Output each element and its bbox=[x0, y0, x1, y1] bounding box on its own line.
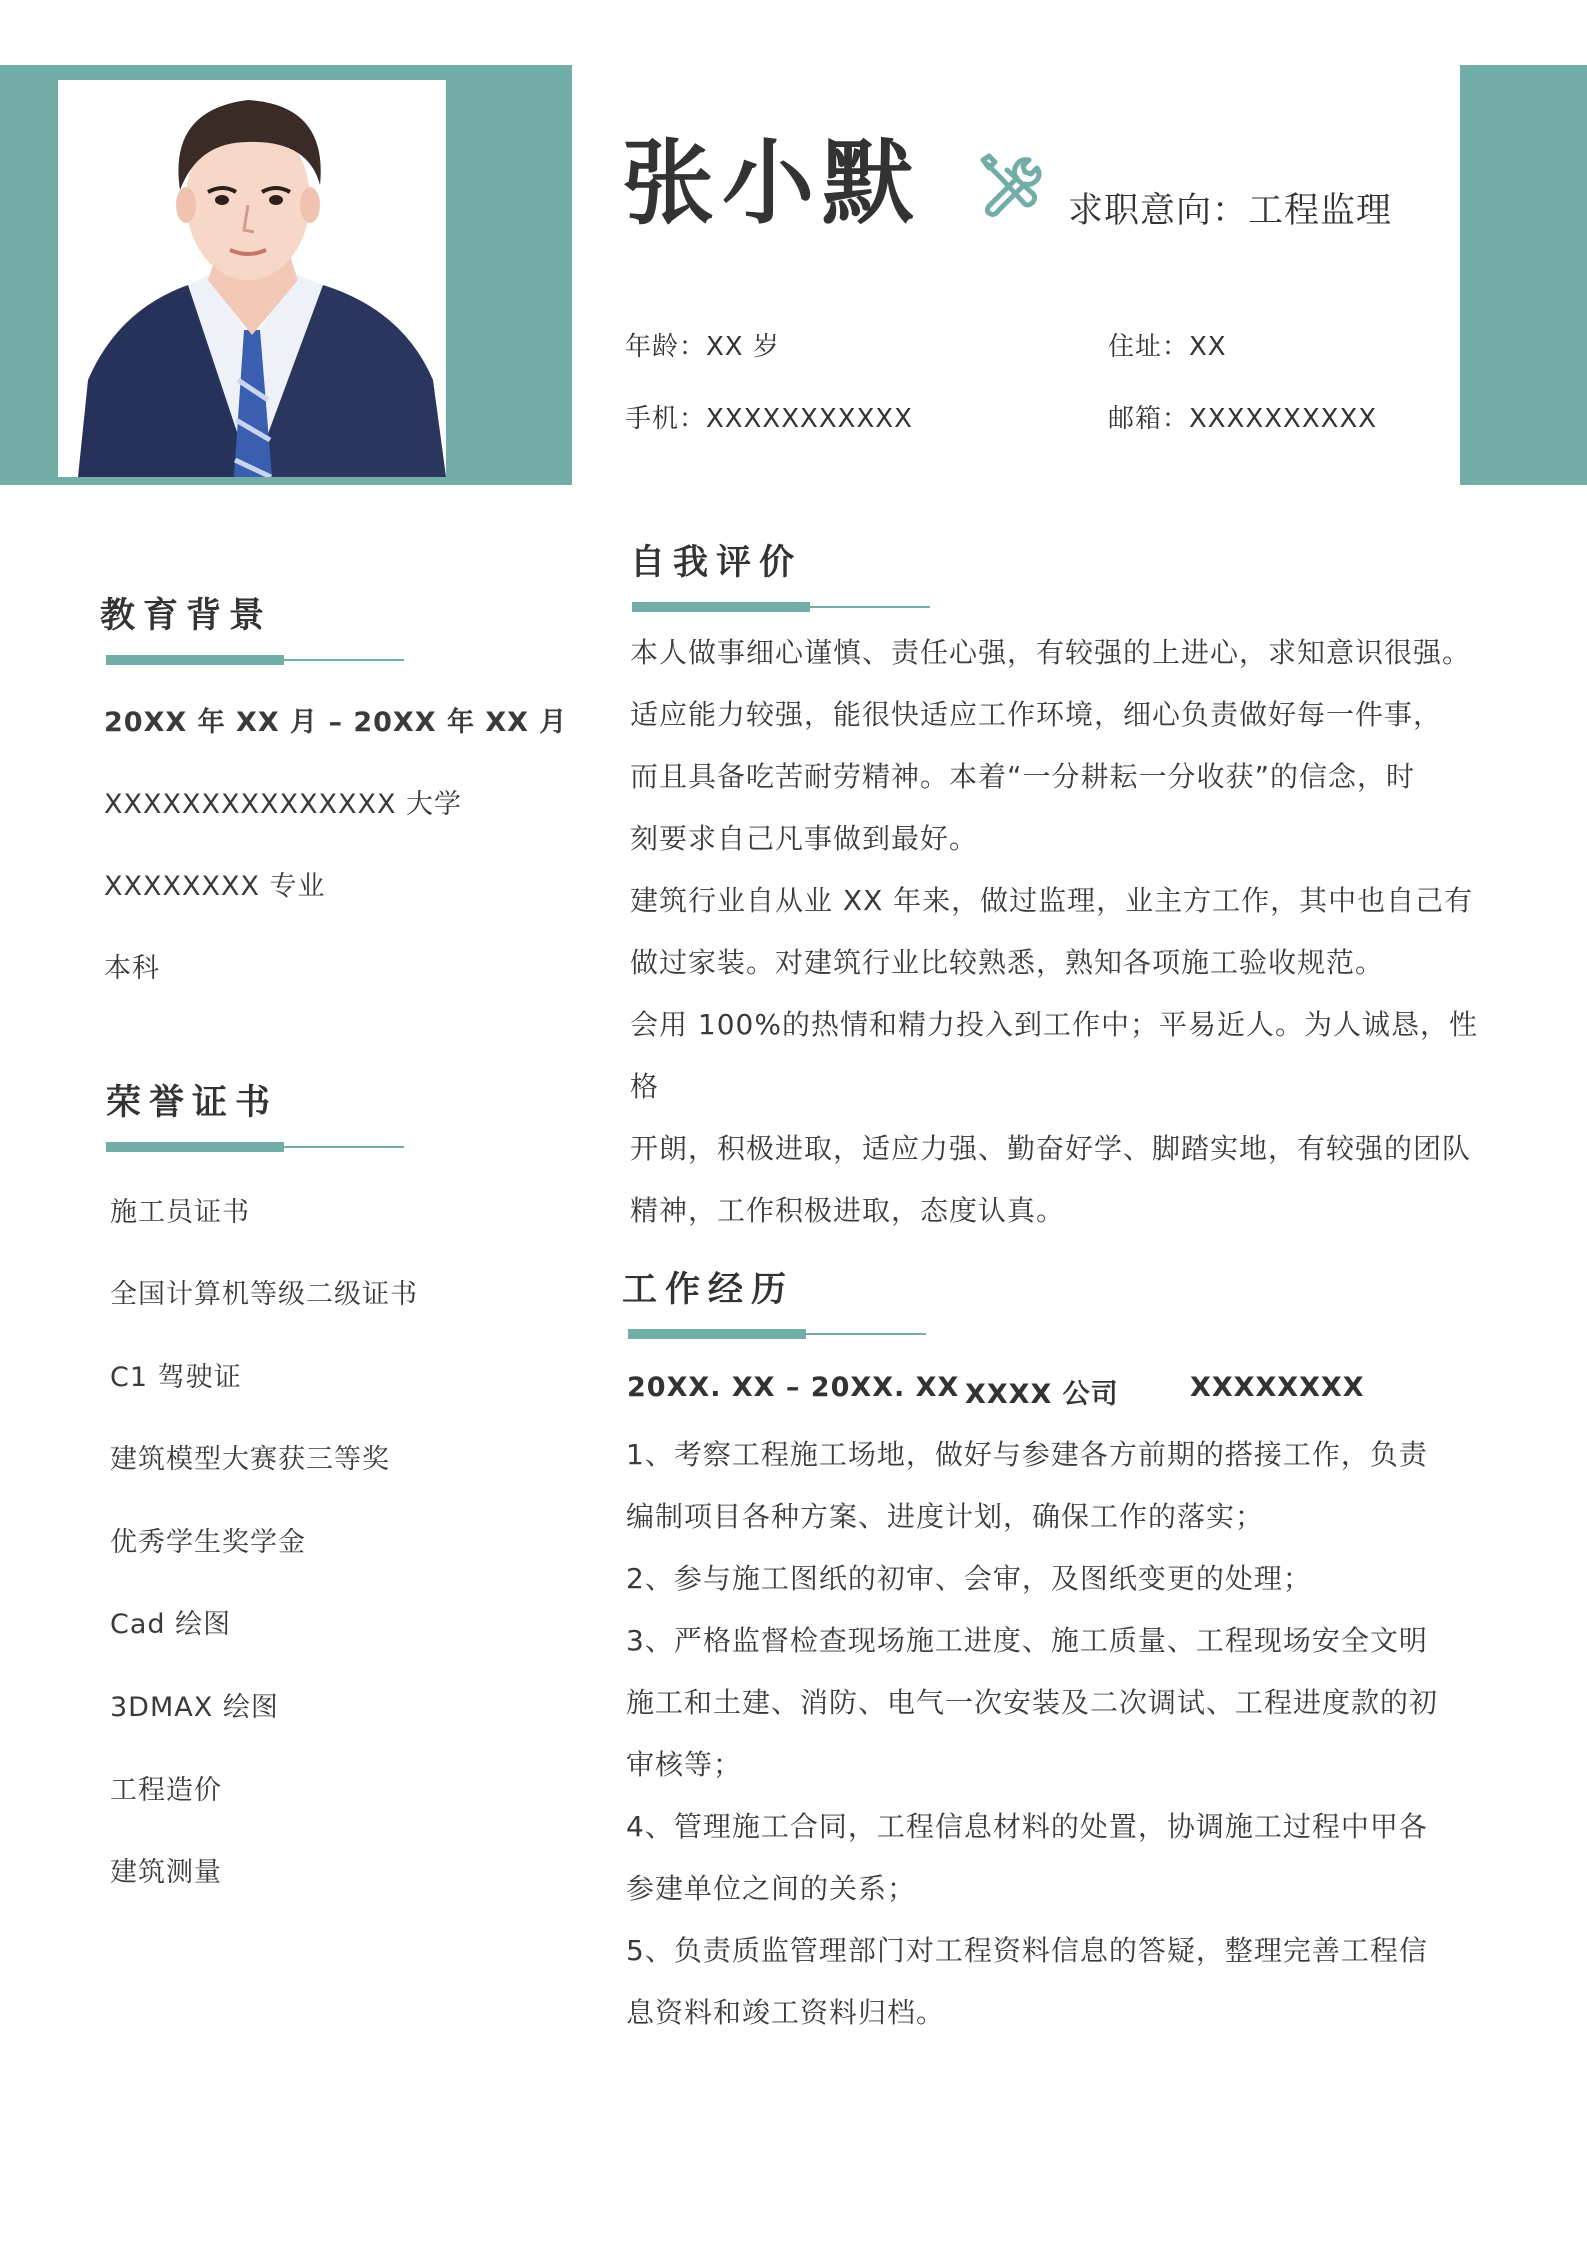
self-eval-line: 做过家装。对建筑行业比较熟悉，熟知各项施工验收规范。 bbox=[630, 946, 1385, 979]
work-line: 2、参与施工图纸的初审、会审，及图纸变更的处理； bbox=[626, 1562, 1312, 1595]
header-accent-right bbox=[1460, 65, 1587, 485]
self-eval-line: 本人做事细心谨慎、责任心强，有较强的上进心，求知意识很强。 bbox=[630, 636, 1472, 669]
age-info: 年龄：XX 岁 bbox=[625, 332, 780, 362]
honors-title: 荣誉证书 bbox=[106, 1083, 279, 1123]
education-major: XXXXXXXX 专业 bbox=[104, 871, 326, 902]
honor-item: Cad 绘图 bbox=[110, 1609, 232, 1640]
job-intent: 求职意向：工程监理 bbox=[1068, 191, 1393, 231]
honor-item: C1 驾驶证 bbox=[110, 1362, 242, 1393]
self-eval-line: 精神，工作积极进取，态度认真。 bbox=[630, 1194, 1066, 1227]
work-company: XXXX 公司 bbox=[965, 1379, 1119, 1410]
honor-item: 优秀学生奖学金 bbox=[110, 1527, 306, 1558]
email-info: 邮箱：XXXXXXXXXX bbox=[1108, 404, 1378, 434]
profile-photo bbox=[58, 80, 446, 477]
education-school: XXXXXXXXXXXXXXX 大学 bbox=[104, 789, 463, 820]
work-period: 20XX. XX – 20XX. XX bbox=[627, 1372, 960, 1403]
work-line: 5、负责质监管理部门对工程资料信息的答疑，整理完善工程信 bbox=[626, 1934, 1428, 1967]
self-eval-line: 开朗，积极进取，适应力强、勤奋好学、脚踏实地，有较强的团队 bbox=[630, 1132, 1472, 1165]
self-eval-text bbox=[630, 622, 1490, 1242]
work-line: 审核等； bbox=[626, 1748, 743, 1781]
honor-item: 建筑测量 bbox=[110, 1857, 222, 1888]
honor-item: 建筑模型大赛获三等奖 bbox=[110, 1444, 390, 1475]
education-degree: 本科 bbox=[104, 953, 160, 984]
self-eval-title: 自我评价 bbox=[630, 543, 803, 583]
self-eval-line: 建筑行业自从业 XX 年来，做过监理，业主方工作，其中也自己有 bbox=[630, 884, 1474, 917]
work-line: 3、严格监督检查现场施工进度、施工质量、工程现场安全文明 bbox=[626, 1624, 1428, 1657]
work-position: XXXXXXXX bbox=[1190, 1372, 1365, 1403]
self-eval-line: 刻要求自己凡事做到最好。 bbox=[630, 822, 979, 855]
work-title: 工作经历 bbox=[622, 1270, 795, 1310]
work-line: 4、管理施工合同，工程信息材料的处置，协调施工过程中甲各 bbox=[626, 1810, 1428, 1843]
education-underline bbox=[106, 655, 406, 665]
phone-info: 手机：XXXXXXXXXXX bbox=[625, 404, 913, 434]
tools-icon bbox=[975, 150, 1045, 220]
honor-item: 施工员证书 bbox=[110, 1197, 250, 1228]
honor-item: 3DMAX 绘图 bbox=[110, 1692, 279, 1723]
work-line: 参建单位之间的关系； bbox=[626, 1872, 917, 1905]
honor-item: 工程造价 bbox=[110, 1775, 222, 1806]
candidate-name: 张小默 bbox=[622, 130, 923, 237]
education-title: 教育背景 bbox=[100, 596, 273, 636]
work-underline bbox=[628, 1329, 926, 1339]
work-line: 1、考察工程施工场地，做好与参建各方前期的搭接工作，负责 bbox=[626, 1438, 1428, 1471]
honor-item: 全国计算机等级二级证书 bbox=[110, 1279, 418, 1310]
honors-underline bbox=[106, 1142, 406, 1152]
work-line: 息资料和竣工资料归档。 bbox=[626, 1996, 946, 2029]
self-eval-line: 而且具备吃苦耐劳精神。本着“一分耕耘一分收获”的信念，时 bbox=[630, 760, 1416, 793]
work-line: 施工和土建、消防、电气一次安装及二次调试、工程进度款的初 bbox=[626, 1686, 1439, 1719]
work-line: 编制项目各种方案、进度计划，确保工作的落实； bbox=[626, 1500, 1265, 1533]
self-eval-line: 会用 100%的热情和精力投入到工作中；平易近人。为人诚恳，性格 bbox=[630, 1008, 1478, 1103]
self-eval-line: 适应能力较强，能很快适应工作环境，细心负责做好每一件事， bbox=[630, 698, 1443, 731]
work-details bbox=[626, 1424, 1486, 2044]
education-period: 20XX 年 XX 月 – 20XX 年 XX 月 bbox=[104, 707, 568, 738]
self-eval-underline bbox=[632, 602, 930, 612]
address-info: 住址：XX bbox=[1108, 332, 1227, 362]
